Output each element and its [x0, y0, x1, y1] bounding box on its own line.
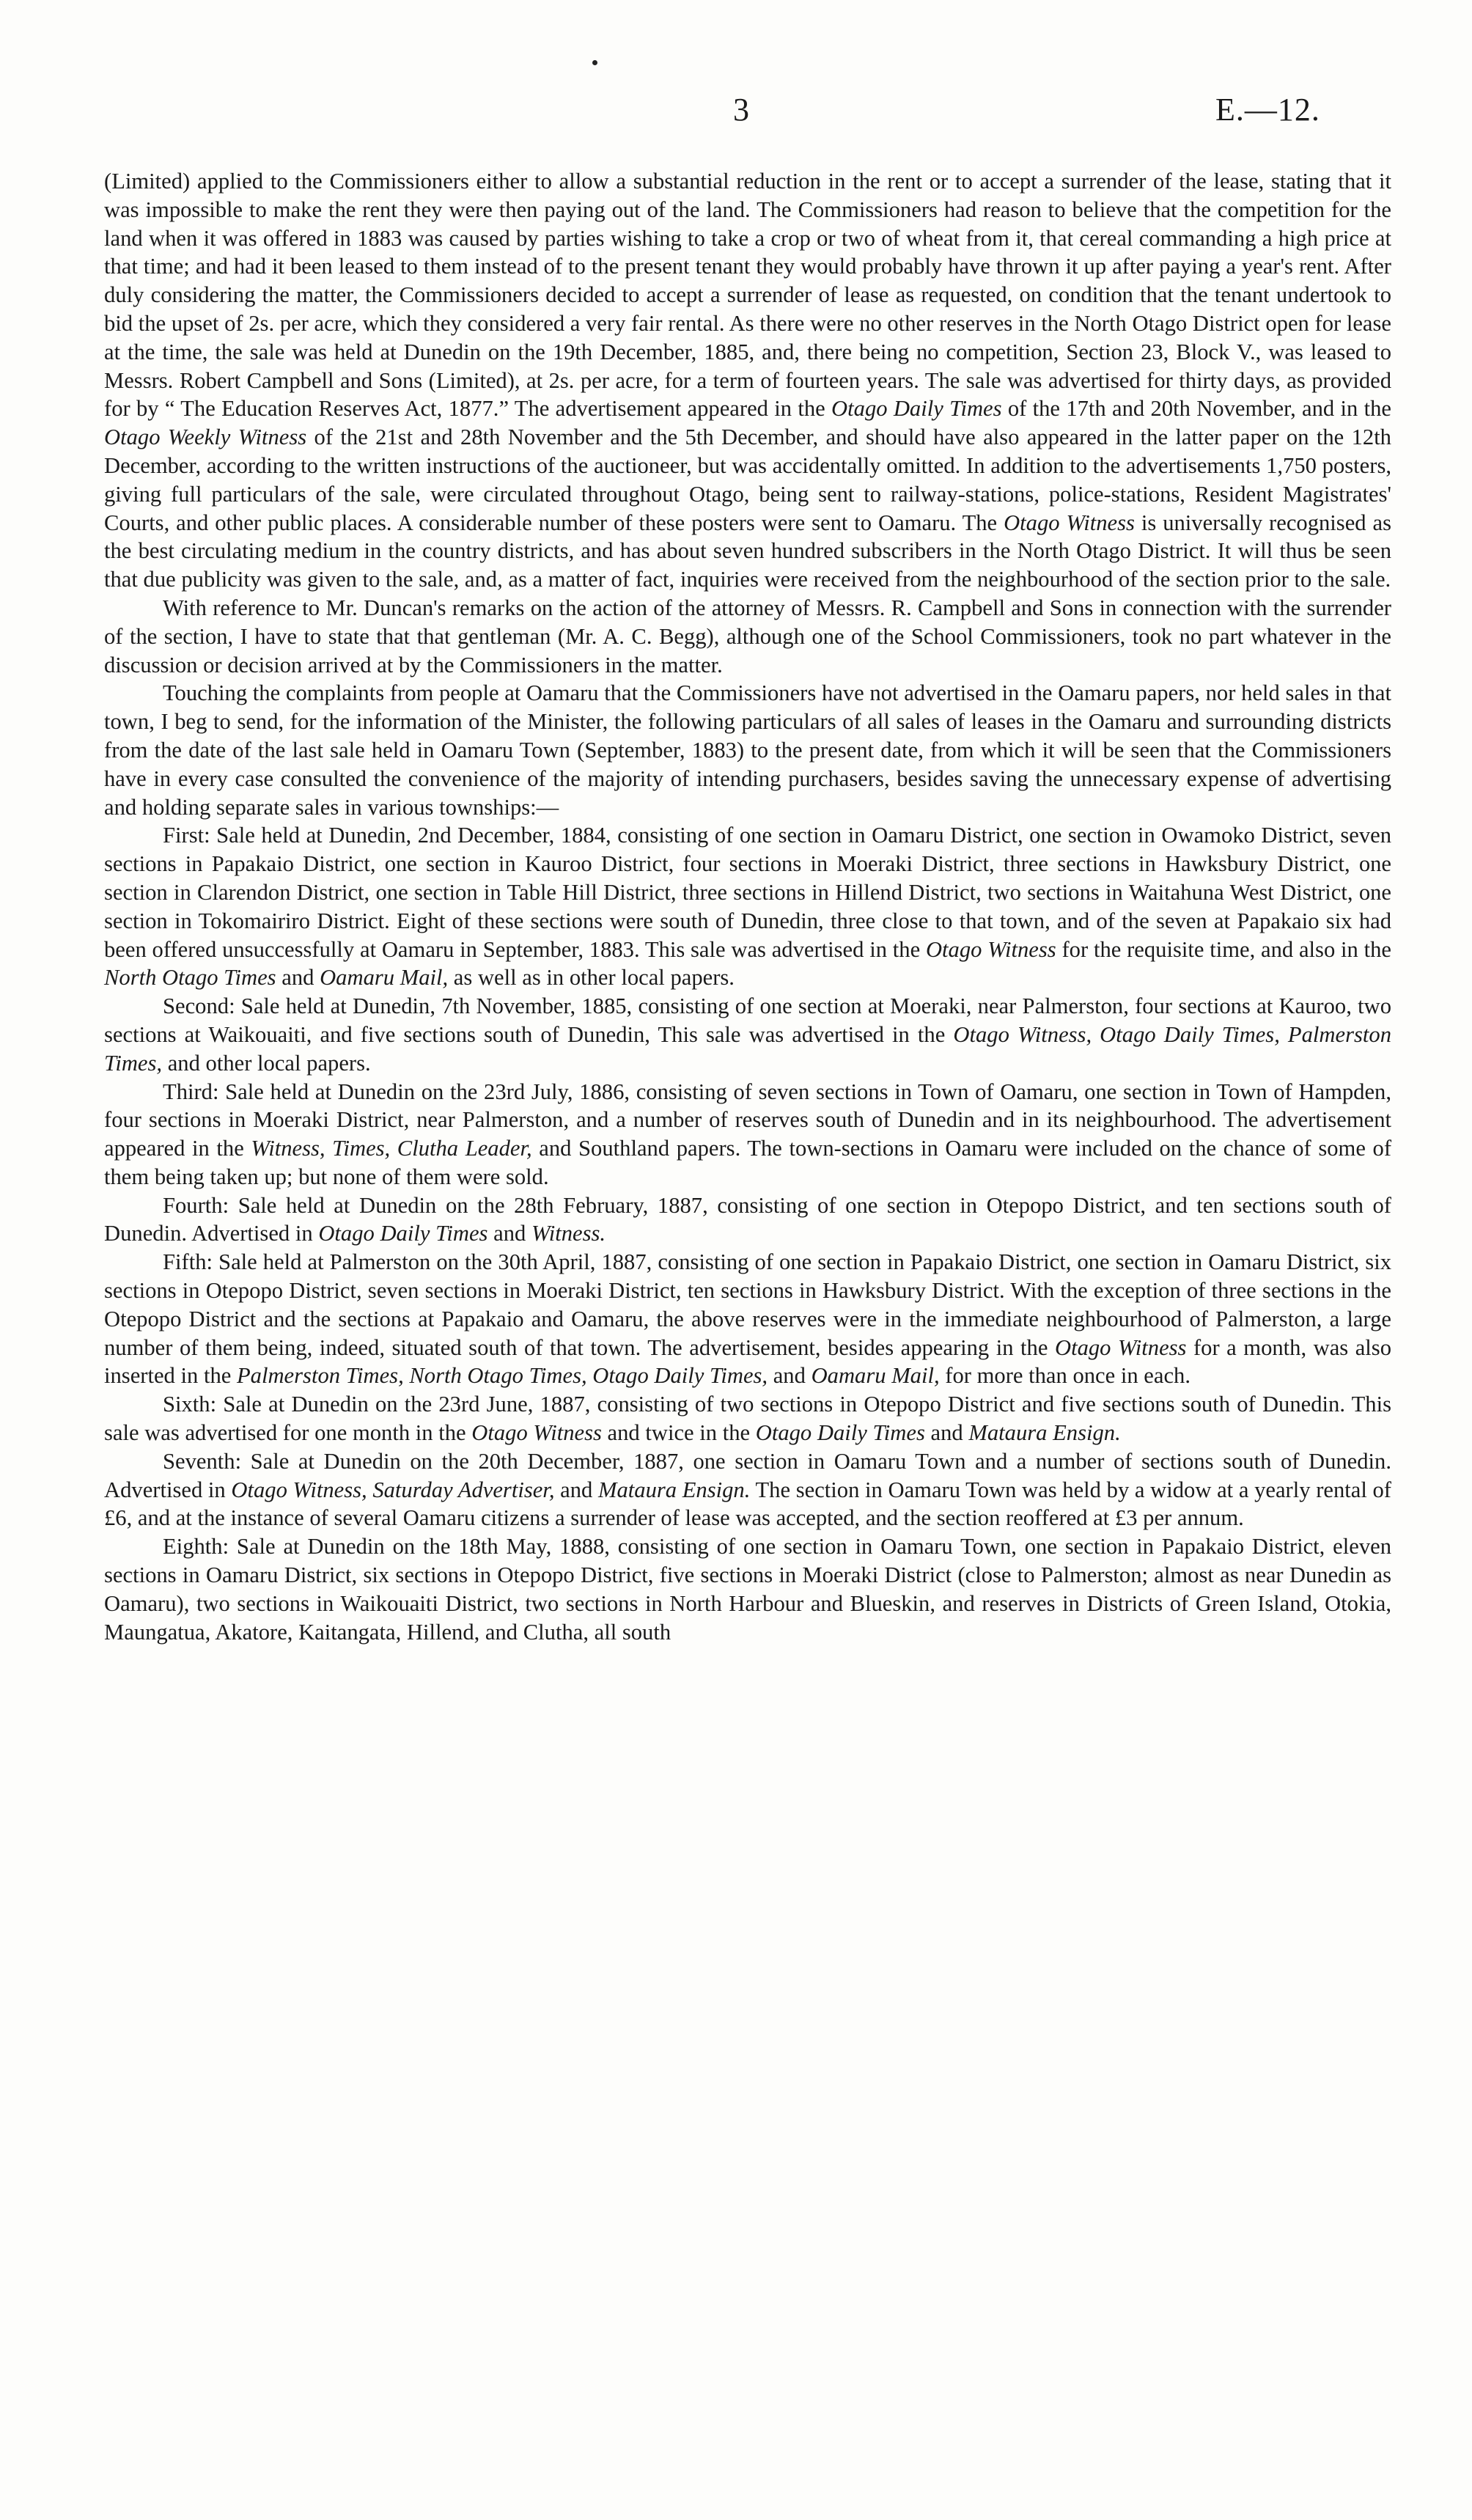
text-run: for a month, was also inserted in the [104, 1334, 1392, 1389]
text-run: and [487, 1221, 531, 1246]
italic-title: North Otago Times [104, 965, 276, 991]
text-run: and other local papers. [162, 1050, 371, 1076]
italic-title: Otago Daily Times [318, 1221, 488, 1246]
text-run: and twice in the [601, 1420, 756, 1446]
text-run: and Southland papers. The town-sections in Oamaru were included on the chance of some of them being taken up; but none of them were sold. [104, 1136, 1392, 1189]
text-run: for the requisite time, and also in the [1056, 936, 1391, 962]
italic-title: Otago Witness [925, 936, 1056, 962]
italic-title: Witness. [531, 1221, 606, 1246]
paragraph [104, 1447, 1391, 1532]
text-run: and [554, 1477, 598, 1502]
paragraph [104, 992, 1391, 1077]
text-run: First: Sale held at Dunedin, 2nd December, 1884, consisting of one section in Oamaru District, one section in Owamoko District, seven sections in Papakaio District, one section in Kauroo District, four sections in Moeraki District, three sections in Hawksbury District, one section in Clarendon District, one section in Table Hill District, three sections in Hillend District, two sections in Waitahuna West District, one section in Tokomairiro District. Eight of these sections were south of Dunedin, three close to that town, and of the seven at Papakaio six had been offered unsuccessfully at Oamaru in September, 1883. This sale was advertised in the [104, 823, 1391, 962]
text-run: of the 21st and 28th November and the 5th December, and should have also appeared in the latter paper on the 12th December, according to the written instructions of the auctioneer, but was accidentally omitted. In addition to the advertisements 1,750 posters, giving full particulars of the sale, were circulated throughout Otago, being sent to railway-stations, police-stations, Resident Magistrates' Courts, and other public places. A considerable number of these posters were sent to Oamaru. The [104, 425, 1391, 535]
paragraph [104, 1248, 1391, 1390]
text-run: Second: Sale held at Dunedin, 7th November, 1885, consisting of one section at Moeraki, near Palmerston, four sections at Kauroo, two sections at Waikouaiti, and five sections south of Dunedin, This sale was advertised in the [104, 993, 1391, 1047]
text-run: is universally recognised as the best circulating medium in the country districts, and has about seven hundred subscribers in the North Otago District. It will thus be seen that due publicity was given to the sale, and, as a matter of fact, inquiries were received from the neighbourhood of the section prior to the sale. [104, 510, 1391, 592]
text-run: and [924, 1420, 969, 1446]
text-run: Fifth: Sale held at Palmerston on the 30th April, 1887, consisting of one section in Papakaio District, one section in Oamaru District, six sections in Otepopo District, seven sections in Moeraki District, ten sections in Hawksbury District. With the exception of three sections in the Otepopo District and the sections at Papakaio and Oamaru, the above reserves were in the immediate neighbourhood of Palmerston, a large number of them being, indeed, situated south of that town. The advertisement, besides appearing in the [104, 1249, 1391, 1360]
text-run: for more than once in each. [939, 1363, 1191, 1389]
italic-title: Otago Daily Times [755, 1420, 925, 1446]
text-run: Touching the complaints from people at Oamaru that the Commissioners have not advertised in the Oamaru papers, nor held sales in that town, I beg to send, for the information of the Minister, the following particulars of all sales of leases in the Oamaru and surrounding districts from the date of the last sale held in Oamaru Town (September, 1883) to the present date, from which it will be seen that the Commissioners have in every case consulted the convenience of the majority of intending purchasers, besides saving the unnecessary expense of advertising and holding separate sales in various townships:— [104, 680, 1391, 820]
italic-title: Otago Witness [1054, 1334, 1187, 1360]
paragraph [104, 594, 1391, 679]
text-run: and [768, 1363, 812, 1389]
page-number: 3 [733, 92, 749, 128]
paragraph [104, 1078, 1391, 1191]
text-run: Sixth: Sale at Dunedin on the 23rd June, 1887, consisting of two sections in Otepopo District and five sections south of Dunedin. This sale was advertised for one month in the [104, 1392, 1391, 1446]
text-run: Seventh: Sale at Dunedin on the 20th December, 1887, one section in Oamaru Town and a number of sections south of Dunedin. Advertised in [104, 1448, 1391, 1502]
text-run: and [276, 965, 320, 991]
italic-title: Oamaru Mail, [811, 1363, 940, 1389]
italic-title: Otago Witness [471, 1420, 602, 1446]
text-run: With reference to Mr. Duncan's remarks on the action of the attorney of Messrs. R. Campbell and Sons in connection with the surrender of the section, I have to state that that gentleman (Mr. A. C. Begg), although one of the School Commissioners, took no part whatever in the discussion or decision arrived at by the Commissioners in the matter. [104, 595, 1391, 677]
text-run: Eighth: Sale at Dunedin on the 18th May, 1888, consisting of one section in Oamaru Town, one section in Papakaio District, eleven sections in Oamaru District, six sections in Otepopo District, five sections in Moeraki District (close to Palmerston; almost as near Dunedin as Oamaru), two sections in Waikouaiti District, two sections in North Harbour and Blueskin, and reserves in Districts of Green Island, Otokia, Maungatua, Akatore, Kaitangata, Hillend, and Clutha, all south [104, 1534, 1391, 1645]
paragraph [104, 821, 1391, 992]
text-run: (Limited) applied to the Commissioners either to allow a substantial reduction in the rent or to accept a surrender of the lease, stating that it was impossible to make the rent they were then paying out of the land. The Commissioners had reason to believe that the competition for the land when it was offered in 1883 was caused by parties wishing to take a crop or two of wheat from it, that cereal commanding a high price at that time; and had it been leased to them instead of to the present tenant they would probably have thrown it up after paying a year's rent. After duly considering the matter, the Commissioners decided to accept a surrender of lease as requested, on condition that the tenant undertook to bid the upset of 2s. per acre, which they considered a very fair rental. As there were no other reserves in the North Otago District open for lease at the time, the sale was held at Dunedin on the 19th December, 1885, and, there being no competition, Section 23, Block V., was leased to Messrs. Robert Campbell and Sons (Limited), at 2s. per acre, for a term of fourteen years. The sale was advertised for thirty days, as provided for by “ The Education Reserves Act, 1877.” The advertisement appeared in the [104, 169, 1391, 422]
italic-title: Oamaru Mail, [320, 965, 449, 991]
document-reference: E.—12. [1215, 92, 1320, 128]
italic-title: Mataura Ensign. [597, 1477, 751, 1502]
stray-mark [592, 60, 597, 65]
italic-title: Otago Witness [1004, 510, 1135, 535]
italic-title: Witness, Times, Clutha Leader, [251, 1136, 532, 1161]
paragraph [104, 679, 1391, 821]
text-run: of the 17th and 20th November, and in the [1001, 396, 1392, 422]
italic-title: Otago Witness, Saturday Advertiser, [231, 1477, 555, 1502]
body-text [104, 167, 1391, 1646]
italic-title: Mataura Ensign. [968, 1420, 1121, 1446]
italic-title: Otago Weekly Witness [104, 425, 307, 450]
text-run: The section in Oamaru Town was held by a widow at a yearly rental of £6, and at the instance of several Oamaru citizens a surrender of lease was accepted, and the section reoffered at £3 per annum. [104, 1477, 1391, 1531]
paragraph [104, 1532, 1391, 1646]
paragraph [104, 1390, 1391, 1447]
text-run: as well as in other local papers. [448, 965, 735, 991]
italic-title: Otago Witness, Otago Daily Times, Palmerston Times, [104, 1021, 1391, 1076]
text-run: Third: Sale held at Dunedin on the 23rd July, 1886, consisting of seven sections in Town of Oamaru, one section in Town of Hampden, four sections in Moeraki District, near Palmerston, and a number of reserves south of Dunedin and in its neighbourhood. The advertisement appeared in the [104, 1079, 1391, 1161]
text-run: Fourth: Sale held at Dunedin on the 28th February, 1887, consisting of one section in Otepopo District, and ten sections south of Dunedin. Advertised in [104, 1192, 1391, 1246]
paragraph [104, 1191, 1391, 1249]
italic-title: Palmerston Times, North Otago Times, Otago Daily Times, [236, 1363, 768, 1389]
paragraph [104, 167, 1391, 594]
italic-title: Otago Daily Times [831, 396, 1002, 422]
